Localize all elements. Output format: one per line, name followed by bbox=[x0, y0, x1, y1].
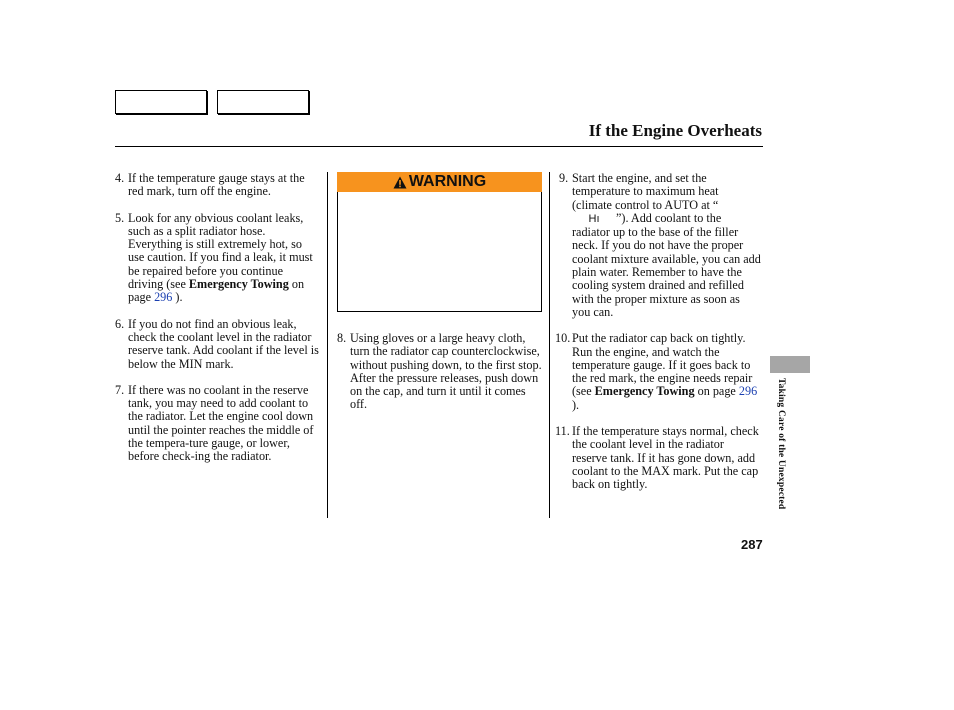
step-text: Look for any obvious coolant leaks, such as a split radiator hose. Everything is still extremely hot, so use caution. If you find a leak, it must be repaired before you continue driving (see bbox=[128, 210, 313, 292]
emergency-towing-ref: Emergency Towing bbox=[594, 384, 695, 399]
warning-triangle-icon bbox=[393, 176, 407, 189]
nav-button-contents[interactable] bbox=[115, 90, 207, 114]
warning-box bbox=[337, 192, 542, 312]
column-middle bbox=[337, 332, 542, 425]
step-text: Put the radiator cap back on tightly. Run the engine, and watch the temperature gauge. If it goes back to the red mark, the engine needs repair (see bbox=[572, 331, 753, 399]
step-text: If there was no coolant in the reserve tank, you may need to add coolant to the radiator. Let the engine cool down until the pointer reaches the middle of the tempera-ture gauge, or lower, before check-ing the radiator. bbox=[128, 382, 314, 464]
step-10: 10. Put the radiator cap back on tightly. Run the engine, and watch the temperature gauge. If it goes back to the red mark, the engine needs repair (see Emergency Towing on page 296 ). bbox=[555, 331, 758, 412]
section-tab[interactable] bbox=[770, 356, 810, 373]
section-label: Taking Care of the Unexpected bbox=[776, 378, 786, 510]
warning-banner bbox=[337, 172, 542, 192]
step-6: 6. If you do not find an obvious leak, check the coolant level in the radiator reserve tank. Add coolant if the level is below the MIN mark. bbox=[115, 316, 319, 371]
page-link-296[interactable]: 296 bbox=[154, 290, 173, 305]
nav-button-index[interactable] bbox=[217, 90, 309, 114]
step-7: 7. If there was no coolant in the reserve tank, you may need to add coolant to the radiator. Let the engine cool down until the pointer reaches the middle of the tempera-ture gauge, or lower, before check-ing the radiator. bbox=[115, 382, 314, 464]
page-number: 287 bbox=[741, 537, 763, 552]
hi-symbol-icon: Hı bbox=[588, 212, 600, 225]
column-right bbox=[555, 172, 761, 505]
step-text: If the temperature stays normal, check the coolant level in the radiator reserve tank. If it has gone down, add coolant to the MAX mark. Put the cap back on tightly. bbox=[572, 424, 759, 492]
title-divider bbox=[115, 146, 763, 147]
warning-label: WARNING bbox=[408, 173, 487, 190]
page-link-296[interactable]: 296 bbox=[738, 384, 758, 399]
step-5: 5. Look for any obvious coolant leaks, such as a split radiator hose. Everything is still extremely hot, so use caution. If you find a leak, it must be repaired before you continue driving (see Emergency Towing on page 296 ). bbox=[115, 210, 313, 305]
column-divider bbox=[327, 172, 328, 518]
column-left bbox=[115, 172, 321, 477]
step-text: If the temperature gauge stays at the red mark, turn off the engine. bbox=[128, 171, 305, 199]
step-8: 8. Using gloves or a large heavy cloth, turn the radiator cap counterclockwise, without pushing down, to the first stop. After the pressure releases, push down on the cap, and turn it until it comes off. bbox=[337, 331, 542, 412]
page-title: If the Engine Overheats bbox=[588, 121, 762, 140]
column-divider bbox=[549, 172, 550, 518]
step-4: 4. If the temperature gauge stays at the red mark, turn off the engine. bbox=[115, 171, 305, 199]
step-text: If you do not find an obvious leak, check the coolant level in the radiator reserve tank. Add coolant if the level is below the MIN mark. bbox=[128, 316, 319, 371]
step-9: 9. Start the engine, and set the temperature to maximum heat (climate control to AUTO at “Hı ”). Add coolant to the radiator up to the base of the filler neck. If you do not have the proper coolant mixture available, you can add plain water. Remember to have the cooling system drained and refilled with the proper mixture as soon as you can. bbox=[559, 171, 761, 319]
emergency-towing-ref: Emergency Towing bbox=[188, 277, 289, 292]
step-11: 11. If the temperature stays normal, check the coolant level in the radiator reserve tank. If it has gone down, add coolant to the MAX mark. Put the cap back on tightly. bbox=[555, 424, 759, 492]
step-text: Using gloves or a large heavy cloth, turn the radiator cap counterclockwise, without pushing down, to the first stop. After the pressure releases, push down on the cap, and turn it until it comes off. bbox=[350, 331, 542, 412]
